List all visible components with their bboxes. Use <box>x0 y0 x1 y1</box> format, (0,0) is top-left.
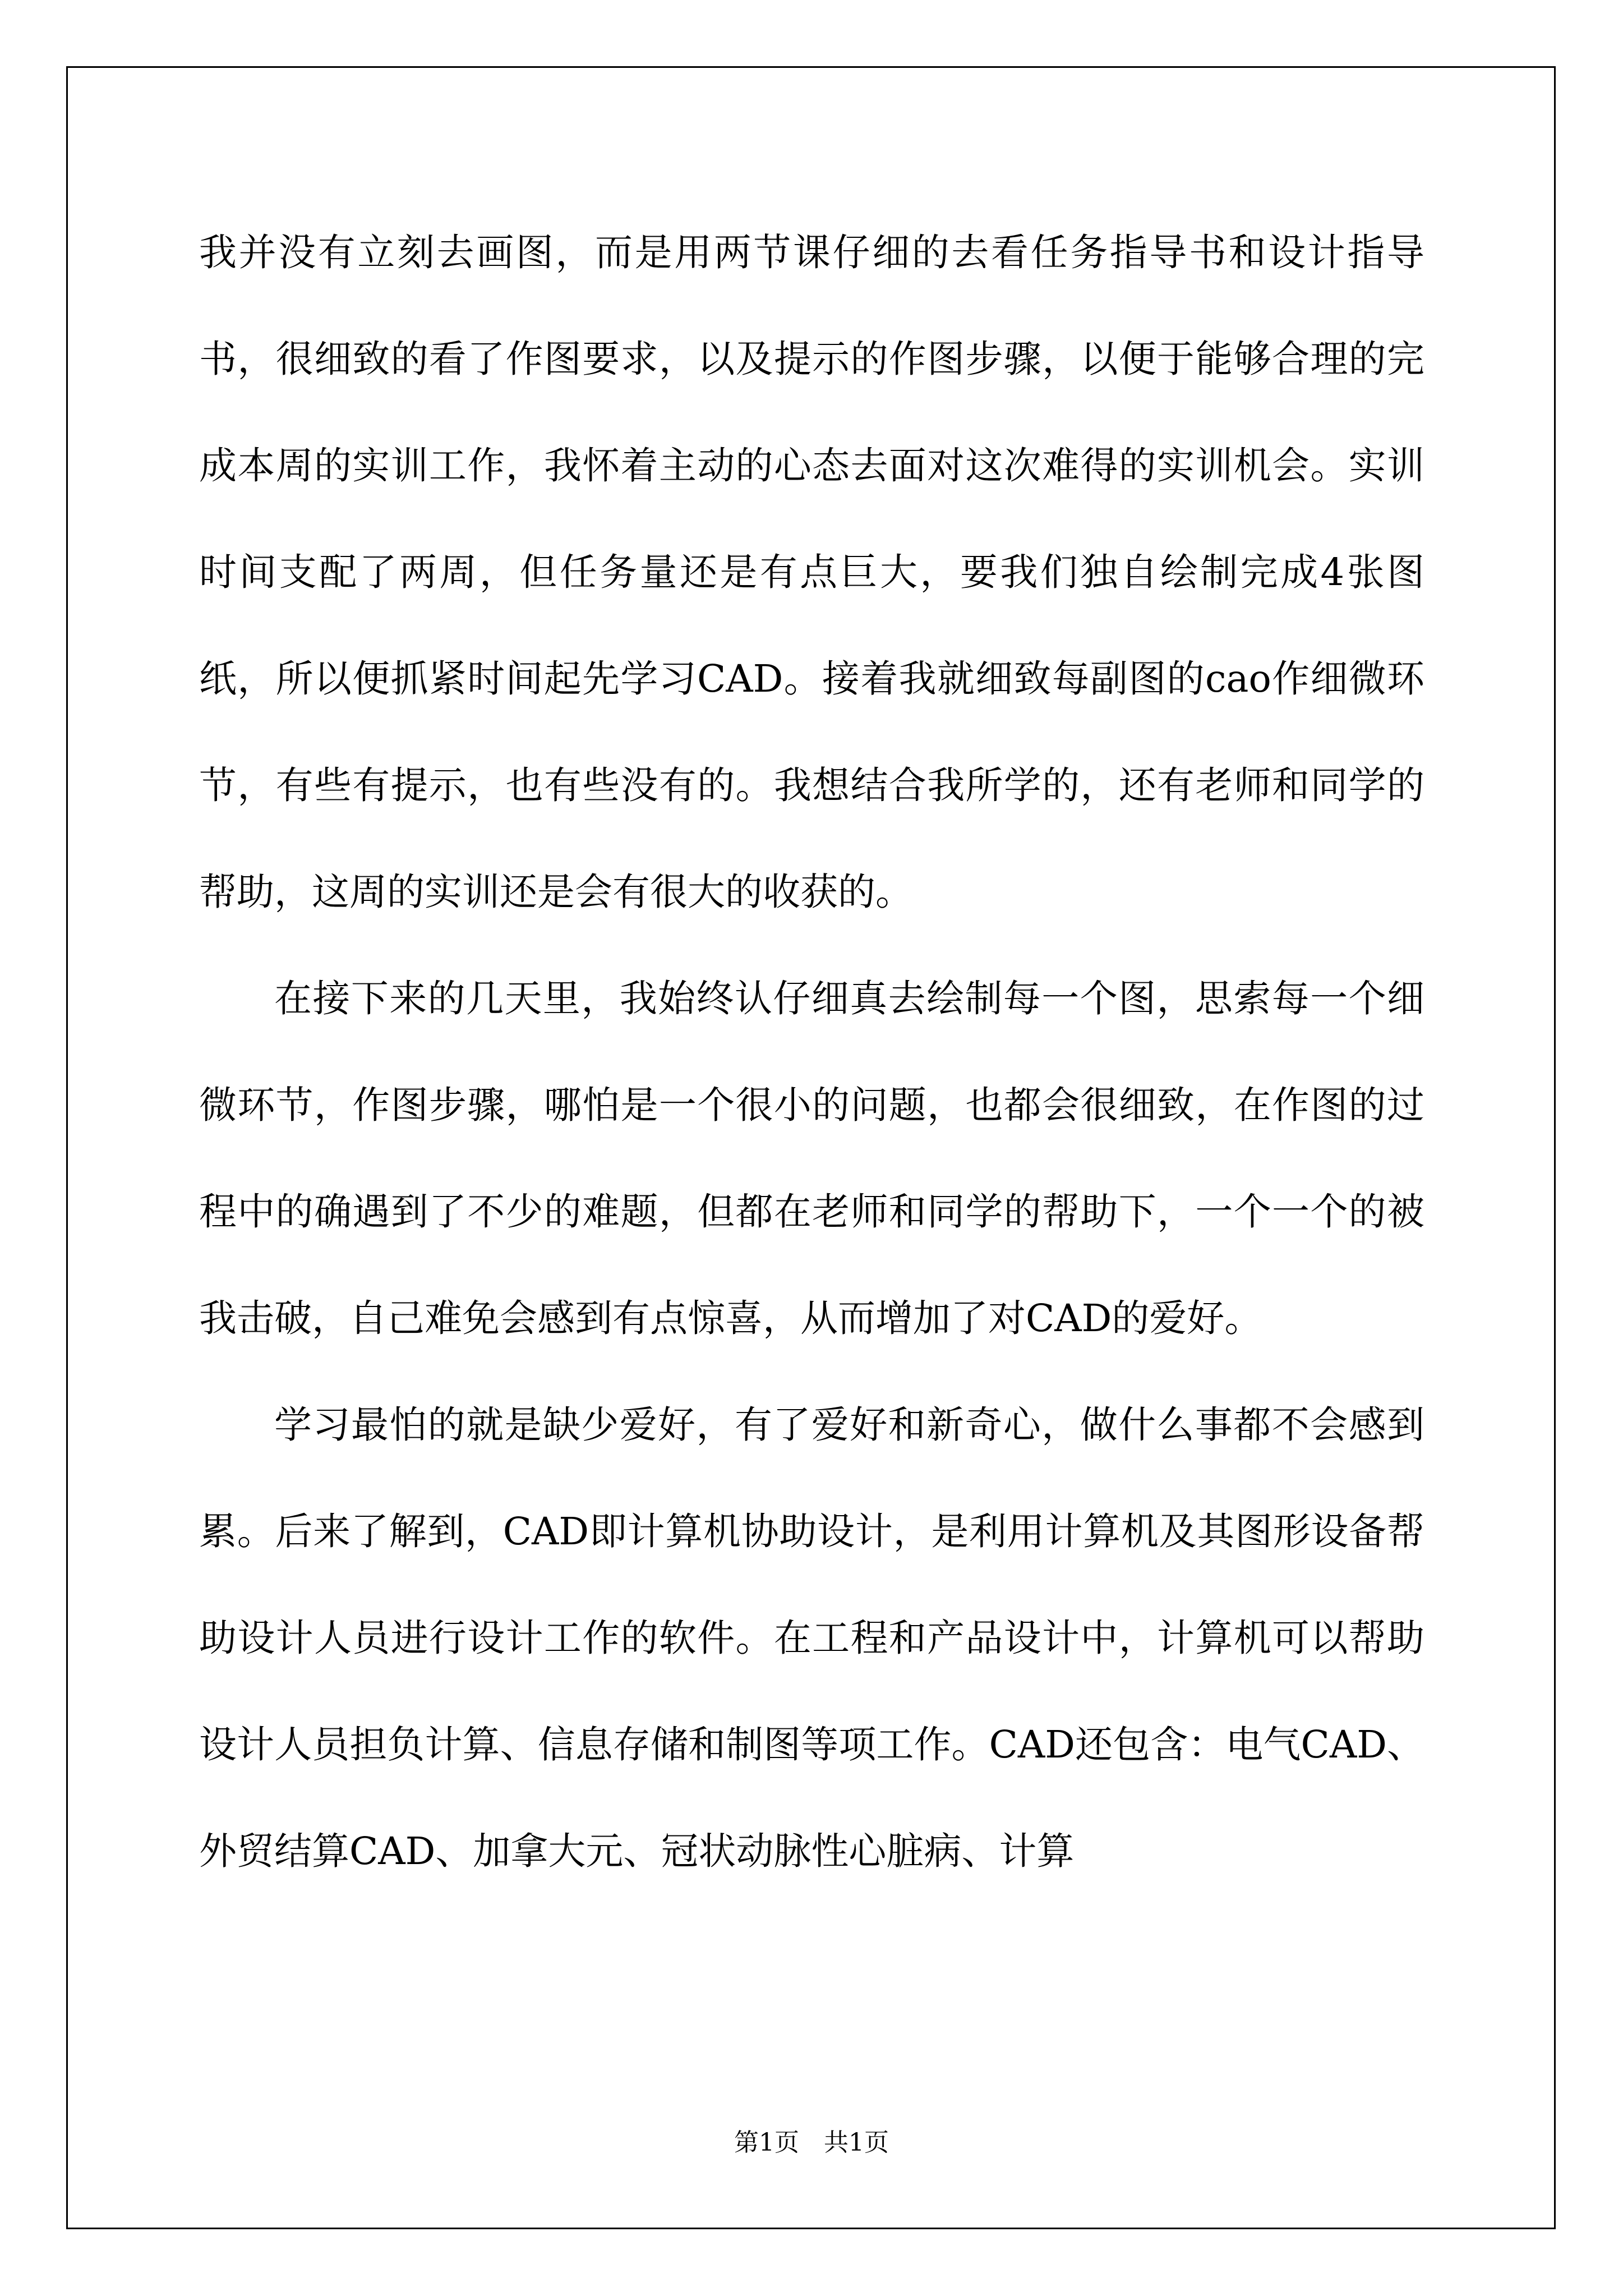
paragraph-1: 我并没有立刻去画图，而是用两节课仔细的去看任务指导书和设计指导书，很细致的看了作图要求，以及提示的作图步骤，以便于能够合理的完成本周的实训工作，我怀着主动的心态去面对这次难得的实训机会。实训时间支配了两周，但任务量还是有点巨大，要我们独自绘制完成4张图纸，所以便抓紧时间起先学习CAD。接着我就细致每副图的cao作细微环节，有些有提示，也有些没有的。我想结合我所学的，还有老师和同学的帮助，这周的实训还是会有很大的收获的。 <box>199 231 1424 914</box>
paragraph-3: 学习最怕的就是缺少爱好，有了爱好和新奇心，做什么事都不会感到累。后来了解到，CAD即计算机协助设计，是利用计算机及其图形设备帮助设计人员进行设计工作的软件。在工程和产品设计中，计算机可以帮助设计人员担负计算、信息存储和制图等项工作。CAD还包含：电气CAD、外贸结算CAD、加拿大元、冠状动脉性心脏病、计算 <box>199 1403 1424 1873</box>
paragraph-2: 在接下来的几天里，我始终认仔细真去绘制每一个图，思索每一个细微环节，作图步骤，哪怕是一个很小的问题，也都会很细致，在作图的过程中的确遇到了不少的难题，但都在老师和同学的帮助下，一个一个的被我击破，自己难免会感到有点惊喜，从而增加了对CAD的爱好。 <box>199 977 1424 1340</box>
document-body <box>199 199 1424 1904</box>
page-number-footer: 第1页 共1页 <box>734 2128 889 2157</box>
